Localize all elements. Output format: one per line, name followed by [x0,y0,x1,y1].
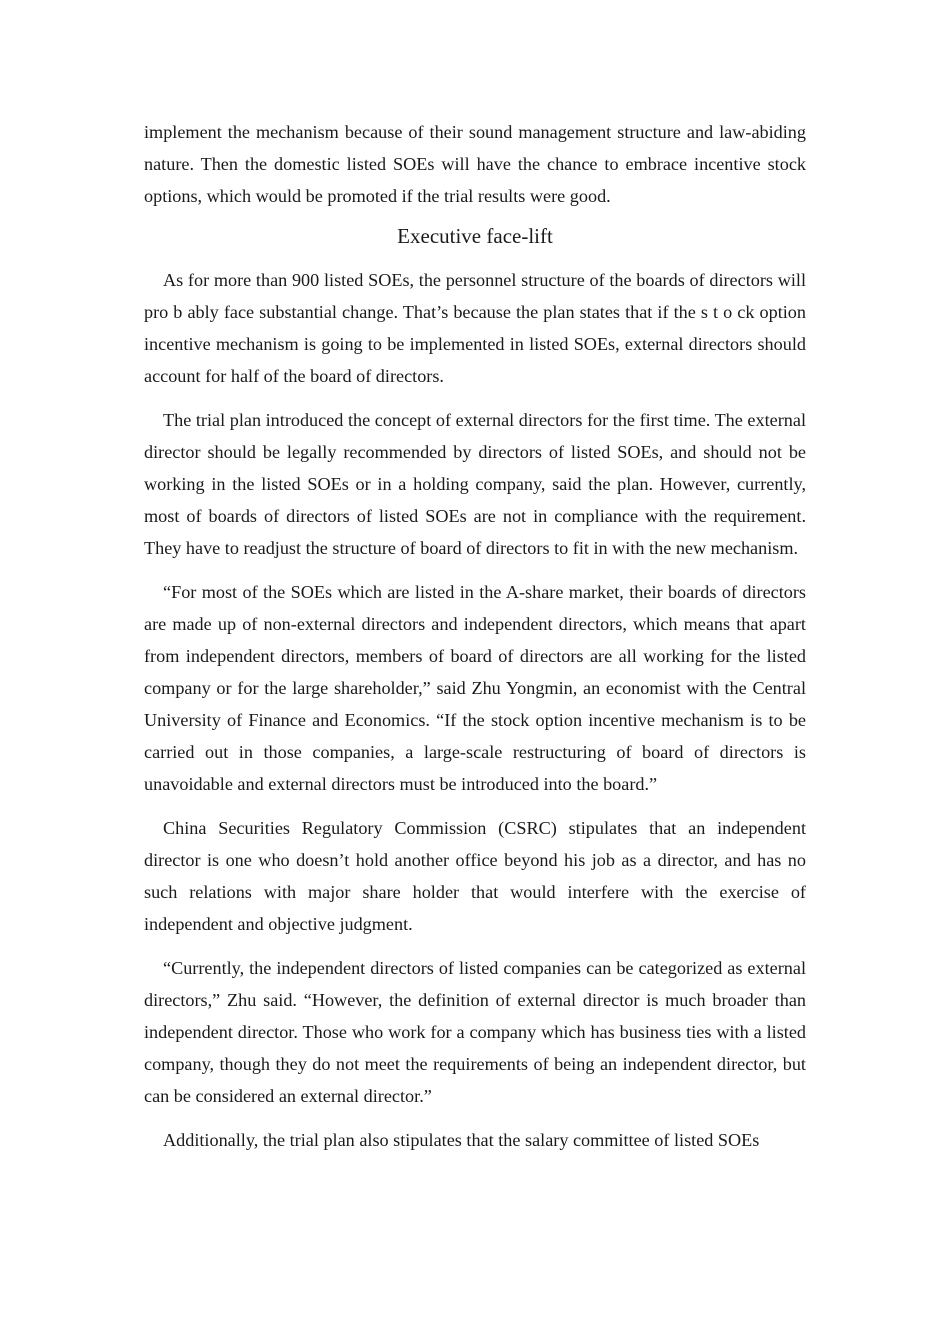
section-heading: Executive face-lift [397,224,553,248]
paragraph: China Securities Regulatory Commission (CSRC) stipulates that an independent director is one who doesn’t hold another office beyond his job as a director, and has no such relations with major share holder that would interfere with the exercise of independent and objective judgment. [144,818,806,934]
paragraph-continued: implement the mechanism because of their sound management structure and law-abiding nature. Then the domestic listed SOEs will have the chance to embrace incentive stock options, which would be promoted if the trial results were good. [144,122,806,206]
paragraph: “For most of the SOEs which are listed in the A-share market, their boards of directors are made up of non-external directors and independent directors, which means that apart from independent directors, members of board of directors are all working for the listed company or for the large shareholder,” said Zhu Yongmin, an economist with the Central University of Finance and Economics. “If the stock option incentive mechanism is to be carried out in those companies, a large-scale restructuring of board of directors is unavoidable and external directors must be introduced into the board.” [144,582,806,794]
paragraph: The trial plan introduced the concept of external directors for the first time. The external director should be legally recommended by directors of listed SOEs, and should not be working in the listed SOEs or in a holding company, said the plan. However, currently, most of boards of directors of listed SOEs are not in compliance with the requirement. They have to readjust the structure of board of directors to fit in with the new mechanism. [144,410,806,558]
paragraph: Additionally, the trial plan also stipulates that the salary committee of listed SOEs [163,1130,760,1150]
document-page [144,116,806,1156]
paragraph: As for more than 900 listed SOEs, the personnel structure of the boards of directors will pro b ably face substantial change. That’s because the plan states that if the s t o ck option incentive mechanism is going to be implemented in listed SOEs, external directors should account for half of the board of directors. [144,270,806,386]
paragraph: “Currently, the independent directors of listed companies can be categorized as external directors,” Zhu said. “However, the definition of external director is much broader than independent director. Those who work for a company which has business ties with a listed company, though they do not meet the requirements of being an independent director, but can be considered an external director.” [144,958,806,1106]
